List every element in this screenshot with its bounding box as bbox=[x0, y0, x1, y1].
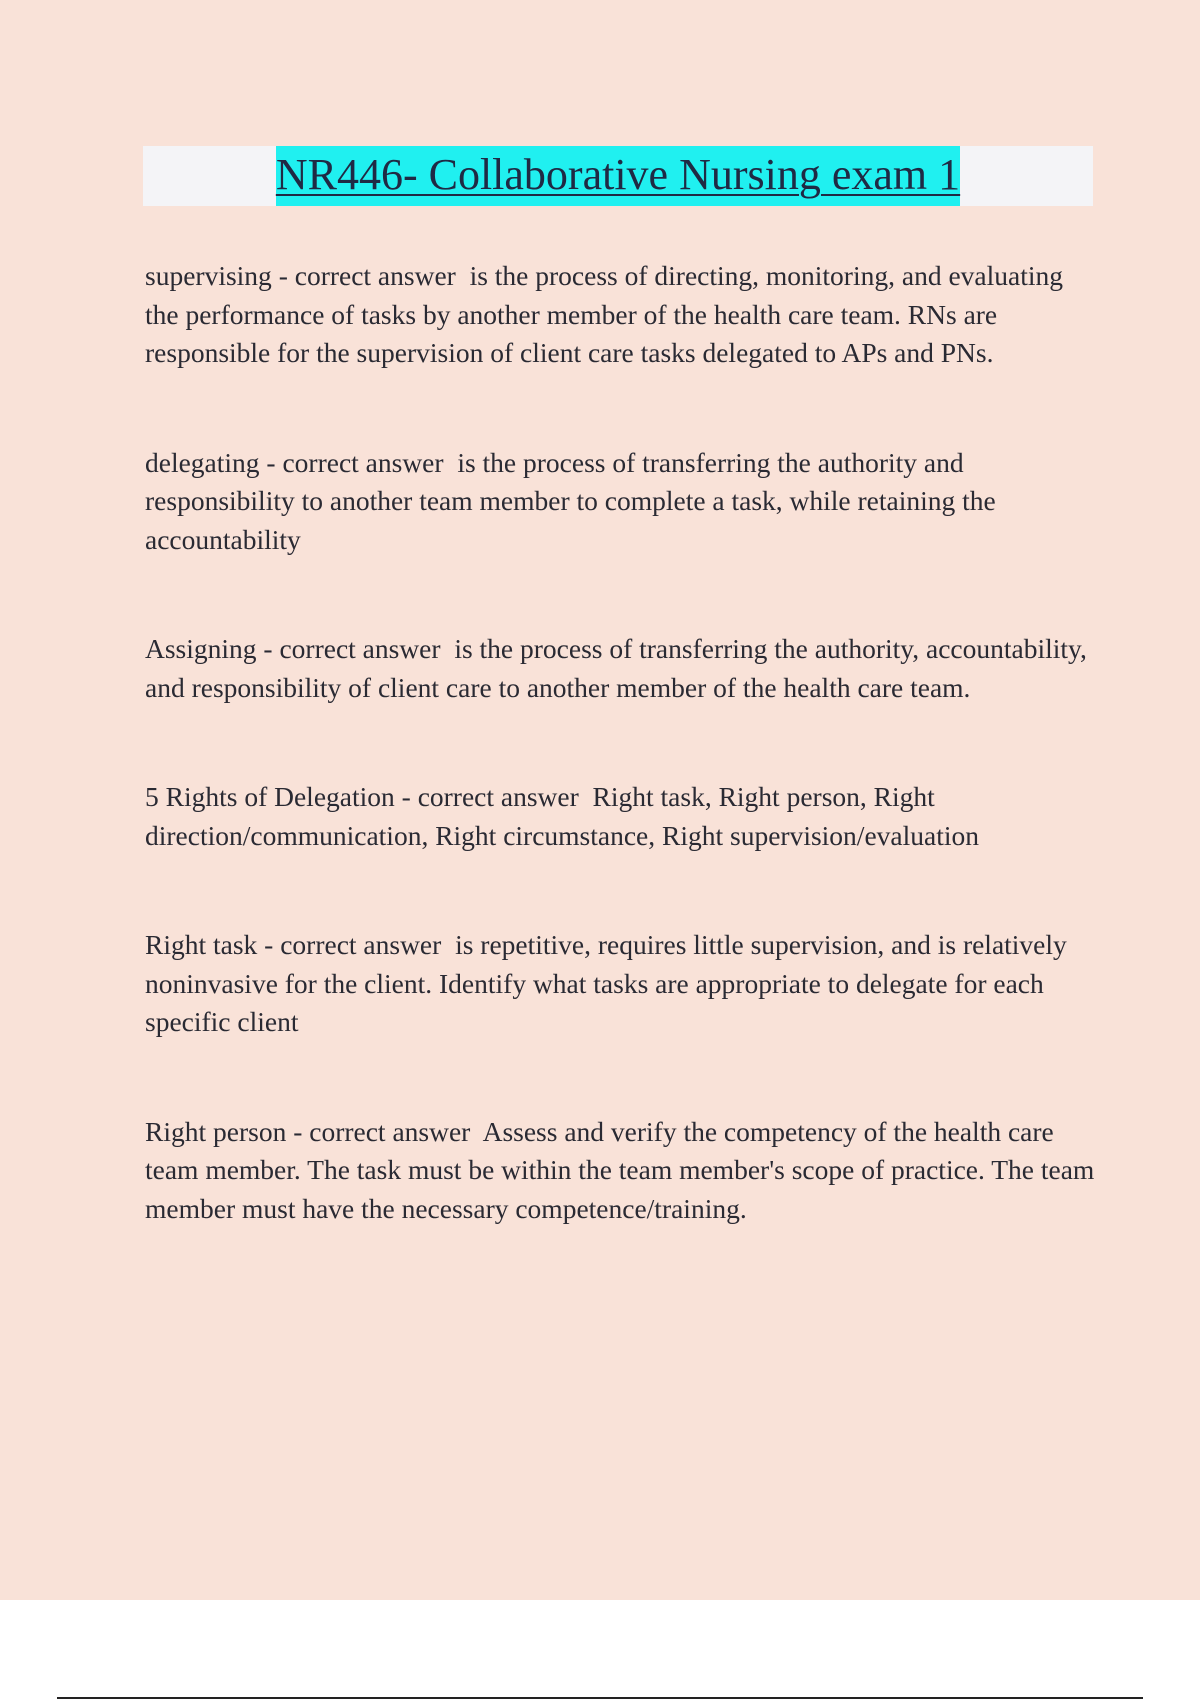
entry-term: Assigning bbox=[145, 633, 257, 664]
entry-label: correct answer bbox=[282, 446, 444, 478]
flashcard-entry bbox=[145, 444, 1095, 560]
entry-definition: is repetitive, requires little supervision, and is relatively noninvasive for the client. Identify what tasks are appropriate to delegate for each specific client bbox=[145, 929, 1067, 1037]
flashcard-list bbox=[145, 257, 1095, 1299]
entry-term: 5 Rights of Delegation bbox=[145, 781, 395, 812]
flashcard-entry bbox=[145, 630, 1095, 707]
entry-separator: - bbox=[256, 633, 280, 664]
entry-definition: is the process of directing, monitoring, and evaluating the performance of tasks by another member of the health care team. RNs are responsible for the supervision of client care tasks delegated to APs and PNs. bbox=[145, 260, 1063, 368]
entry-definition: Right task, Right person, Right direction/communication, Right circumstance, Right supervision/evaluation bbox=[145, 781, 979, 851]
flashcard-entry bbox=[145, 1113, 1095, 1229]
entry-definition: is the process of transferring the authority, accountability, and responsibility of client care to another member of the health care team. bbox=[145, 633, 1087, 703]
flashcard-entry bbox=[145, 926, 1095, 1042]
entry-label: correct answer bbox=[309, 1115, 471, 1147]
entry-definition: is the process of transferring the authority and responsibility to another team member to complete a task, while retaining the accountability bbox=[145, 446, 996, 555]
entry-label: correct answer bbox=[279, 633, 441, 664]
flashcard-entry bbox=[145, 778, 1095, 855]
entry-term: delegating bbox=[145, 446, 260, 478]
entry-label: correct answer bbox=[294, 260, 456, 291]
entry-label: correct answer bbox=[417, 781, 579, 812]
entry-definition: Assess and verify the competency of the health care team member. The task must be within the team member's scope of practice. The team member must have the necessary competence/training. bbox=[145, 1115, 1095, 1224]
title-bar bbox=[143, 146, 1093, 206]
entry-term: Right person bbox=[145, 1115, 287, 1147]
entry-separator: - bbox=[286, 1115, 310, 1147]
entry-separator: - bbox=[257, 929, 281, 960]
footer-divider bbox=[57, 1697, 1143, 1699]
page-title: NR446- Collaborative Nursing exam 1 bbox=[276, 146, 960, 206]
entry-separator: - bbox=[259, 446, 283, 478]
entry-separator: - bbox=[394, 781, 418, 812]
flashcard-entry bbox=[145, 257, 1095, 373]
entry-term: supervising bbox=[145, 260, 272, 291]
entry-label: correct answer bbox=[280, 929, 442, 960]
entry-term: Right task bbox=[145, 929, 258, 960]
entry-separator: - bbox=[271, 260, 295, 291]
